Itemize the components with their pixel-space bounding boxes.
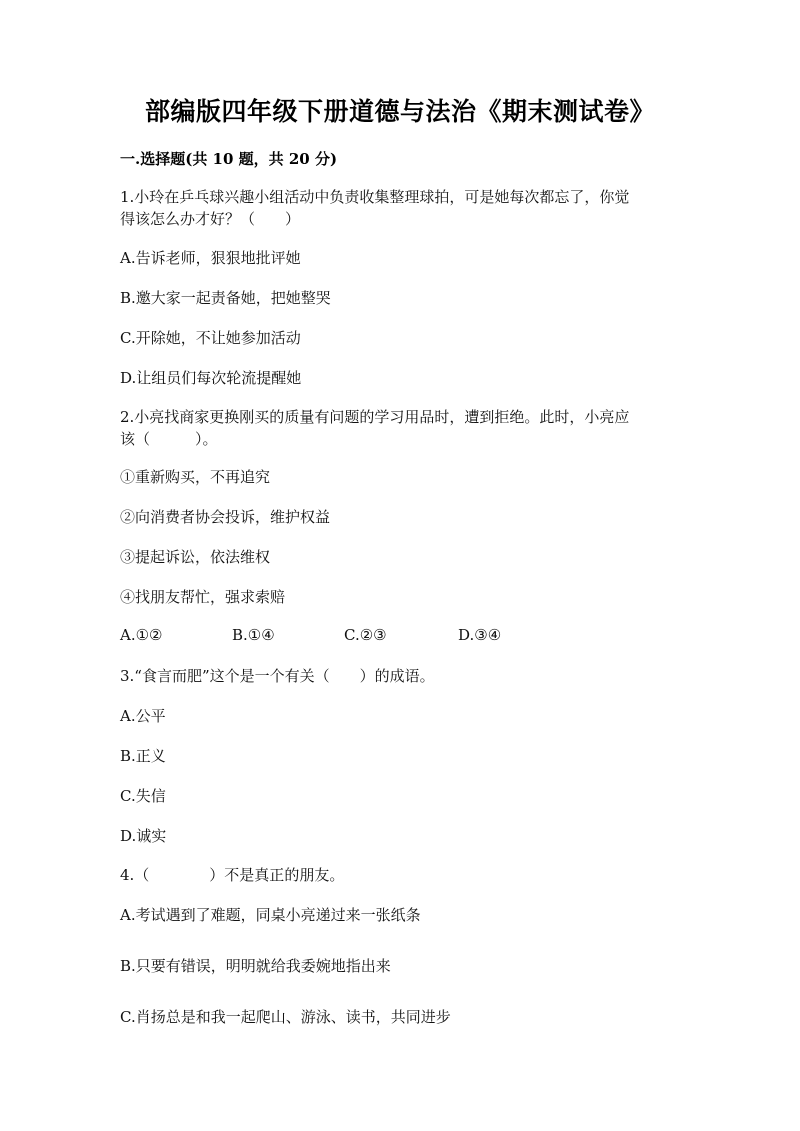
question-3-option-d: D.诚实 — [120, 827, 167, 845]
question-3-option-c: C.失信 — [120, 787, 166, 805]
question-2-statement-3: ③提起诉讼，依法维权 — [120, 548, 271, 566]
section-heading: 一.选择题(共 10 题，共 20 分) — [120, 150, 338, 168]
question-2-statement-2: ②向消费者协会投诉，维护权益 — [120, 508, 331, 526]
question-2-option-a: A.①② — [120, 626, 163, 644]
question-2-statement-4: ④找朋友帮忙，强求索赔 — [120, 588, 286, 606]
question-2-text-line-2: 该（ ）。 — [120, 430, 218, 448]
question-2-statement-1: ①重新购买，不再追究 — [120, 468, 271, 486]
question-2-option-b: B.①④ — [232, 626, 275, 644]
question-2-text-line-1: 2.小亮找商家更换刚买的质量有问题的学习用品时，遭到拒绝。此时，小亮应 — [120, 408, 630, 426]
question-2-option-c: C.②③ — [344, 626, 387, 644]
question-2-option-d: D.③④ — [458, 626, 502, 644]
page-title: 部编版四年级下册道德与法治《期末测试卷》 — [144, 97, 655, 126]
question-3-text: 3.“食言而肥”这个是一个有关（ ）的成语。 — [120, 667, 435, 685]
question-4-option-b: B.只要有错误，明明就给我委婉地指出来 — [120, 957, 391, 975]
question-1-option-b: B.邀大家一起责备她，把她整哭 — [120, 289, 331, 307]
question-4-option-a: A.考试遇到了难题，同桌小亮递过来一张纸条 — [120, 906, 421, 924]
question-2-options-row — [120, 624, 680, 646]
question-3-option-a: A.公平 — [120, 707, 166, 725]
question-4-text: 4.（ ）不是真正的朋友。 — [120, 866, 345, 884]
question-1-text-line-2: 得该怎么办才好？（ ） — [120, 210, 301, 228]
question-1-option-d: D.让组员们每次轮流提醒她 — [120, 369, 302, 387]
question-1-text-line-1: 1.小玲在乒乓球兴趣小组活动中负责收集整理球拍，可是她每次都忘了，你觉 — [120, 188, 630, 206]
question-1-option-c: C.开除她，不让她参加活动 — [120, 329, 301, 347]
question-1-option-a: A.告诉老师，狠狠地批评她 — [120, 249, 301, 267]
question-4-option-c: C.肖扬总是和我一起爬山、游泳、读书，共同进步 — [120, 1008, 451, 1026]
question-3-option-b: B.正义 — [120, 747, 166, 765]
